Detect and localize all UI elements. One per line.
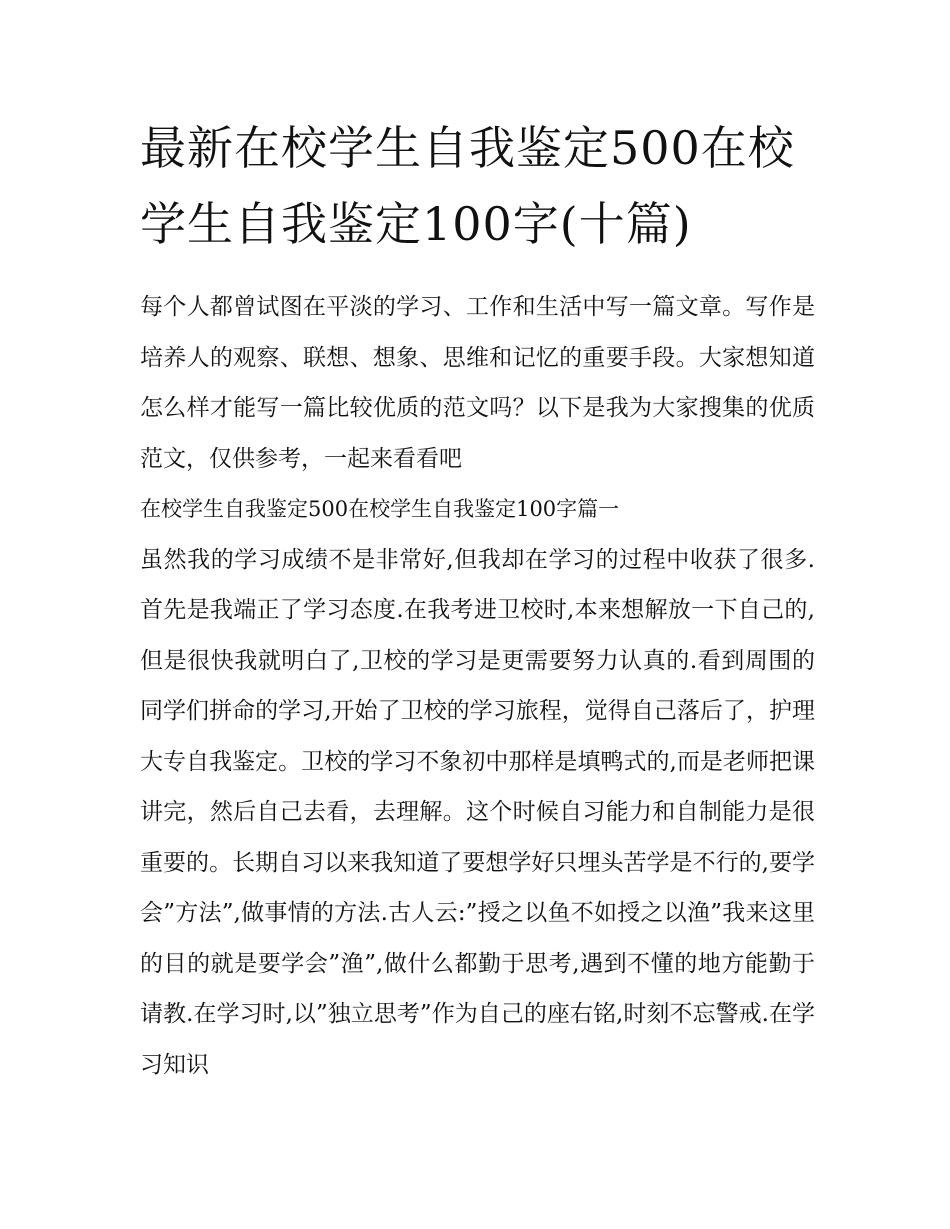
- intro-paragraph: 每个人都曾试图在平淡的学习、工作和生活中写一篇文章。写作是培养人的观察、联想、想象、思维和记忆的重要手段。大家想知道怎么样才能写一篇比较优质的范文吗？以下是我为大家搜集的优质范文，仅供参考，一起来看看吧: [140, 294, 815, 472]
- section-heading: 在校学生自我鉴定500在校学生自我鉴定100字篇一: [140, 497, 620, 521]
- body-paragraph: 虽然我的学习成绩不是非常好,但我却在学习的过程中收获了很多.首先是我端正了学习态度.在我考进卫校时,本来想解放一下自己的,但是很快我就明白了,卫校的学习是更需要努力认真的.看到周围的同学们拼命的学习,开始了卫校的学习旅程，觉得自己落后了，护理大专自我鉴定。卫校的学习不象初中那样是填鸭式的,而是老师把课讲完，然后自己去看，去理解。这个时候自习能力和自制能力是很重要的。长期自习以来我知道了要想学好只埋头苦学是不行的,要学会”方法”,做事情的方法.古人云:”授之以鱼不如授之以渔”我来这里的目的就是要学会”渔”,做什么都勤于思考,遇到不懂的地方能勤于请教.在学习时,以”独立思考”作为自己的座右铭,时刻不忘警戒.在学习知识: [140, 546, 815, 1078]
- document-page: [140, 110, 815, 1090]
- document-title: 最新在校学生自我鉴定500在校学生自我鉴定100字(十篇): [140, 121, 795, 251]
